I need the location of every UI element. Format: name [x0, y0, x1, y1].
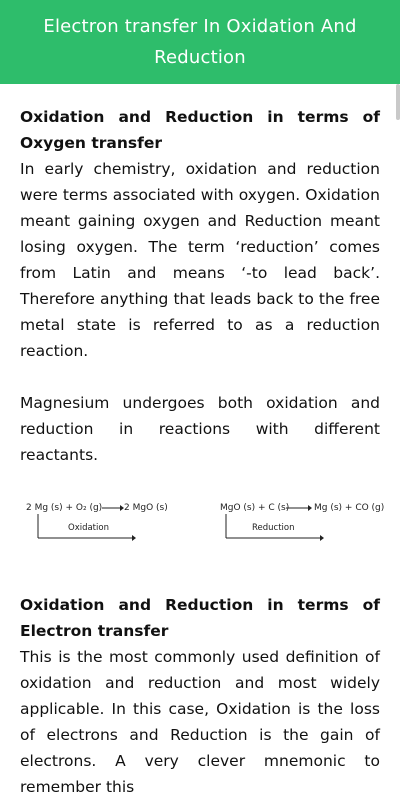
reaction-arrows — [20, 488, 380, 568]
oxidation-arrowhead — [132, 535, 136, 541]
right-reactants: MgO (s) + C (s) — [220, 503, 290, 513]
reduction-label: Reduction — [252, 523, 295, 533]
oxidation-label: Oxidation — [68, 523, 109, 533]
spacer — [20, 364, 380, 390]
reaction-diagram — [20, 488, 385, 568]
section-heading-electron-transfer: Oxidation and Reduction in terms of Electron transfer — [20, 596, 380, 640]
paragraph-electron-definition: This is the most commonly used definition of oxidation and reduction and most widely applicable. In this case, Oxidation is the loss of electrons and Reduction is the gain of electrons. A very clever mnemonic to remember this — [20, 648, 380, 796]
right-reaction-arrowhead — [308, 505, 312, 511]
section-heading-oxygen-transfer: Oxidation and Reduction in terms of Oxygen transfer — [20, 108, 380, 152]
paragraph-magnesium: Magnesium undergoes both oxidation and reduction in reactions with different reactants. — [20, 394, 380, 464]
left-product: 2 MgO (s) — [124, 503, 168, 513]
page-title: Electron transfer In Oxidation And Reduction — [43, 16, 357, 68]
left-reaction-arrowhead — [120, 505, 124, 511]
right-product: Mg (s) + CO (g) — [314, 503, 385, 513]
paragraph-early-chemistry: In early chemistry, oxidation and reduction were terms associated with oxygen. Oxidation meant gaining oxygen and Reduction meant losing oxygen. The term ‘reduction’ comes from Latin and means ‘-to lead back’. Therefore anything that leads back to the free metal state is referred to as a reduction reaction. — [20, 160, 380, 360]
article-content — [20, 104, 385, 800]
scrollbar[interactable] — [396, 84, 400, 120]
left-reactants: 2 Mg (s) + O₂ (g) — [26, 503, 103, 513]
section-electron-transfer — [20, 592, 380, 800]
reduction-arrowhead — [320, 535, 324, 541]
app-header — [0, 0, 400, 84]
